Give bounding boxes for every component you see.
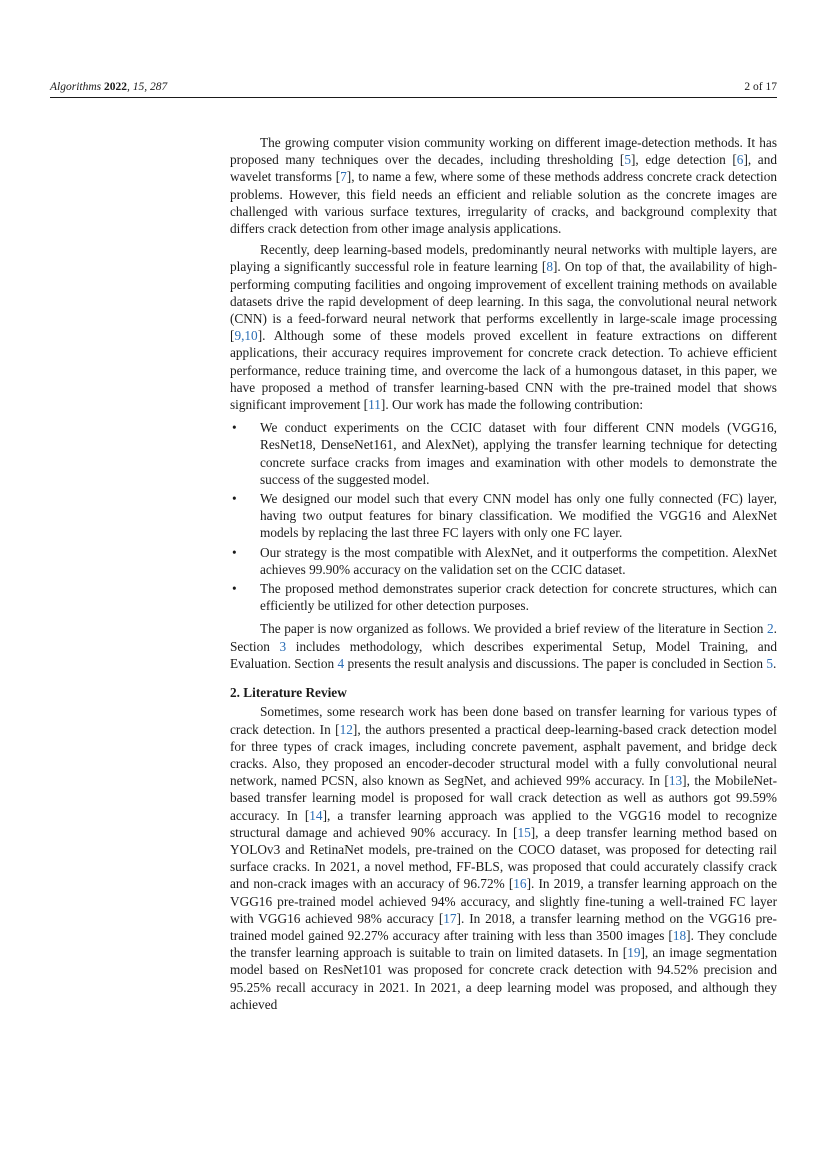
journal-volume: 15 — [132, 81, 145, 93]
citation-link[interactable]: 7 — [340, 169, 347, 185]
page-number: 2 of 17 — [744, 81, 777, 93]
citation-link[interactable]: 12 — [339, 721, 353, 737]
citation-link[interactable]: 16 — [513, 876, 527, 892]
citation-link[interactable]: 11 — [368, 397, 381, 413]
bullet-icon: • — [232, 581, 237, 597]
list-item: • Our strategy is the most compatible with AlexNet, and it outperforms the competition. AlexNet achieves 99.90% accuracy on the validation set on the CCIC dataset. — [232, 544, 777, 577]
paragraph-deep-learning: Recently, deep learning-based models, predominantly neural networks with multiple layers, are playing a significantly successful role in feature learning [8]. On top of that, the availability of high-performing computing facilities and ongoing improvement of excellent training methods on available datasets drive the rapid development of deep learning. In this saga, the convolutional neural network (CNN) is a feed-forward neural network that performs excellently in large-scale image processing [9,10]. Although some of these models proved excellent in feature extractions on different applications, their accuracy requires improvement for concrete crack detection. To achieve efficient performance, reduce training time, and overcome the lack of a humongous dataset, in this paper, we have proposed a method of transfer learning-based CNN with the pre-trained model that shows significant improvement [11]. Our work has made the following contribution: — [230, 242, 777, 413]
citation-link[interactable]: 13 — [668, 773, 683, 789]
section-link[interactable]: 3 — [279, 638, 287, 654]
citation-link[interactable]: 15 — [517, 824, 531, 840]
section-heading: 2. Literature Review — [230, 685, 347, 701]
citation-link[interactable]: 17 — [443, 910, 457, 926]
journal-article-number: 287 — [150, 81, 168, 93]
citation-link[interactable]: 19 — [627, 945, 641, 961]
paragraph-intro: The growing computer vision community working on different image-detection methods. It has proposed many techniques over the decades, including thresholding [5], edge detection [6], and wavelet transforms [7], to name a few, where some of these methods address concrete crack detection problems. However, this field needs an efficient and reliable solution as the concrete images are challenged with various surface textures, irregularity of cracks, and background complexity that differs crack detection from other image analysis applications. — [230, 135, 777, 237]
paragraph-literature-review: Sometimes, some research work has been done based on transfer learning for various types of crack detection. In [12], the authors presented a practical deep-learning-based crack detection model for three types of crack images, including concrete pavement, asphalt pavement, and bridge deck cracks. Also, they proposed an encoder-decoder structural model with a fully convolutional neural network, named PCSN, also known as SegNet, and achieved 99% accuracy. In [13], the MobileNet-based transfer learning model is proposed for wall crack detection as well as authors got 99.59% accuracy. In [14], a transfer learning approach was applied to the VGG16 model to recognize structural damage and achieved 90% accuracy. In [15], a deep transfer learning method based on YOLOv3 and RetinaNet models, pre-trained on the COCO dataset, was proposed for detecting rail surface cracks. In 2021, a novel method, FF-BLS, was proposed that could accurately classify crack and non-crack images with an accuracy of 96.72% [16]. In 2019, a transfer learning approach on the VGG16 pre-trained model achieved 94% accuracy, and slightly fine-tuning a well-trained FC layer with VGG16 achieved 98% accuracy [17]. In 2018, a transfer learning method on the VGG16 pre-trained model gained 92.27% accuracy after training with less than 3500 images [18]. They conclude the transfer learning approach is suitable to train on limited datasets. In [19], an image segmentation model based on ResNet101 was proposed for concrete crack detection with 94.52% precision and 95.25% recall accuracy in 2021. In 2021, a deep learning model was proposed, and although they achieved — [230, 704, 777, 1012]
list-item: • We conduct experiments on the CCIC dataset with four different CNN models (VGG16, ResNet18, DenseNet161, and AlexNet), applying the transfer learning technique for detecting concrete surface cracks from images and examination with other models to demonstrate the success of the suggested model. — [232, 420, 777, 487]
section-link[interactable]: 5 — [766, 655, 773, 671]
section-link[interactable]: 2 — [767, 621, 774, 637]
list-item: • We designed our model such that every CNN model has only one fully connected (FC) layer, having two output features for binary classification. We modified the VGG16 and AlexNet models by replacing the last three FC layers with only one FC layer. — [232, 491, 777, 541]
main-text — [230, 134, 777, 1013]
citation-link[interactable]: 14 — [309, 807, 323, 823]
citation-link[interactable]: 9,10 — [234, 328, 258, 344]
section-link[interactable]: 4 — [337, 655, 345, 671]
contribution-list — [230, 419, 777, 614]
header-rule — [50, 97, 777, 98]
list-item: • The proposed method demonstrates superior crack detection for concrete structures, which can efficiently be utilized for other detection purposes. — [232, 581, 777, 614]
citation-link[interactable]: 18 — [672, 927, 687, 943]
journal-year: 2022 — [104, 81, 127, 93]
journal-citation: Algorithms 2022, 15, 287 — [50, 81, 168, 93]
bullet-icon: • — [232, 420, 237, 436]
bullet-icon: • — [232, 544, 237, 560]
citation-link[interactable]: 8 — [546, 259, 553, 275]
citation-link[interactable]: 5 — [624, 152, 631, 168]
citation-link[interactable]: 6 — [736, 152, 744, 168]
paragraph-organization: The paper is now organized as follows. We provided a brief review of the literature in Section 2. Section 3 includes methodology, which describes experimental Setup, Model Training, and Evaluation. Section 4 presents the result analysis and discussions. The paper is concluded in Section 5. — [230, 621, 777, 671]
bullet-icon: • — [232, 491, 237, 507]
